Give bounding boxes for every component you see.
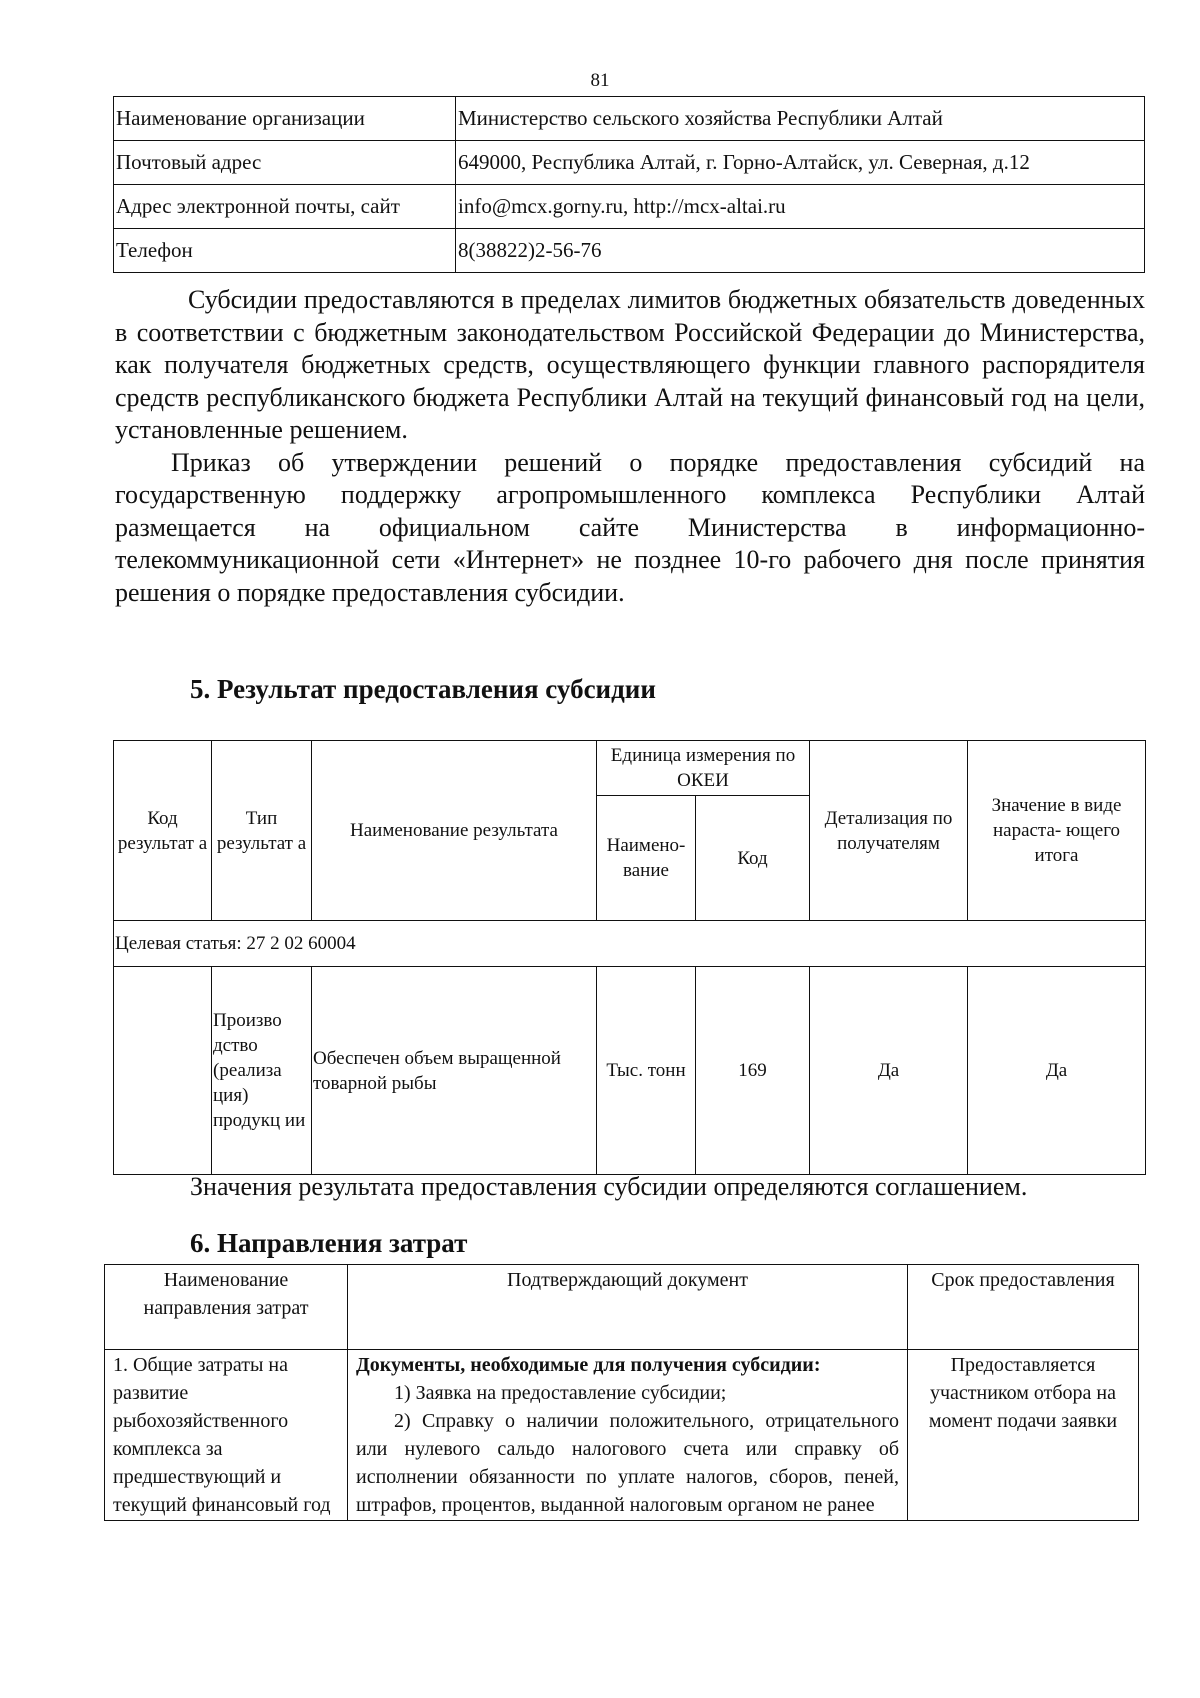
- table-row: [114, 185, 1145, 229]
- header-unit-name: Наимено- вание: [597, 796, 696, 921]
- info-label: Телефон: [114, 229, 456, 273]
- document-item: 1) Заявка на предоставление субсидии;: [394, 1382, 727, 1404]
- section-5-title: 5. Результат предоставления субсидии: [190, 674, 656, 704]
- header-row: [114, 741, 1146, 796]
- info-value: info@mcx.gorny.ru, http://mcx-altai.ru: [456, 185, 1145, 229]
- info-label: Адрес электронной почты, сайт: [114, 185, 456, 229]
- header-row: [105, 1265, 1139, 1350]
- header-document: Подтверждающий документ: [348, 1265, 908, 1350]
- row-value: Да: [968, 967, 1146, 1175]
- header-value: Значение в виде нараста- ющего итога: [968, 741, 1146, 921]
- section-6-title: 6. Направления затрат: [190, 1228, 468, 1258]
- result-note: Значения результата предоставления субсидии определяются соглашением.: [190, 1172, 1028, 1201]
- header-type: Тип результат а: [212, 741, 312, 921]
- row-unit-name: Тыс. тонн: [597, 967, 696, 1175]
- documents-title: Документы, необходимые для получения субсидии:: [356, 1354, 821, 1376]
- row-name: Обеспечен объем выращенной товарной рыбы: [312, 967, 597, 1175]
- table-row: [114, 921, 1146, 967]
- paragraph-order-publication: Приказ об утверждении решений о порядке предоставления субсидий на государственную поддержку агропромышленного комплекса Республики Алтай размещается на официальном сайте Министерства в информационно-телекоммуникационной сети «Интернет» не позднее 10-го рабочего дня после принятия решения о порядке предоставления субсидии.: [115, 447, 1145, 607]
- target-article: Целевая статья: 27 2 02 60004: [114, 921, 1146, 967]
- table-row: [114, 229, 1145, 273]
- info-value: Министерство сельского хозяйства Республики Алтай: [456, 97, 1145, 141]
- table-row: [114, 967, 1146, 1175]
- header-code: Код результат а: [114, 741, 212, 921]
- page-number: 81: [590, 70, 610, 91]
- header-direction: Наименование направления затрат: [105, 1265, 348, 1350]
- table-row: [105, 1350, 1139, 1521]
- cost-directions-table: [104, 1264, 1139, 1521]
- result-table: [113, 740, 1146, 1175]
- cost-direction: 1. Общие затраты на развитие рыбохозяйственного комплекса за предшествующий и текущий финансовый год: [105, 1350, 348, 1521]
- document-item: 2) Справку о наличии положительного, отрицательного или нулевого сальдо налогового счета или справку об исполнении обязанности по уплате налогов, сборов, пеней, штрафов, процентов, выданной налоговым органом не ранее: [356, 1410, 899, 1516]
- header-deadline: Срок предоставления: [908, 1265, 1139, 1350]
- info-label: Почтовый адрес: [114, 141, 456, 185]
- supporting-documents: [348, 1350, 908, 1521]
- row-unit-code: 169: [696, 967, 810, 1175]
- header-unit-code: Код: [696, 796, 810, 921]
- info-value: 8(38822)2-56-76: [456, 229, 1145, 273]
- header-name: Наименование результата: [312, 741, 597, 921]
- body-text: [115, 284, 1145, 609]
- info-value: 649000, Республика Алтай, г. Горно-Алтайск, ул. Северная, д.12: [456, 141, 1145, 185]
- header-detail: Детализация по получателям: [810, 741, 968, 921]
- table-row: [114, 97, 1145, 141]
- submission-deadline: Предоставляется участником отбора на момент подачи заявки: [908, 1350, 1139, 1521]
- row-detail: Да: [810, 967, 968, 1175]
- table-row: [114, 141, 1145, 185]
- paragraph-subsidy-limits: Субсидии предоставляются в пределах лимитов бюджетных обязательств доведенных в соответствии с бюджетным законодательством Российской Федерации до Министерства, как получателя бюджетных средств, осуществляющего функции главного распорядителя средств республиканского бюджета Республики Алтай на текущий финансовый год на цели, установленные решением.: [115, 285, 1145, 444]
- info-label: Наименование организации: [114, 97, 456, 141]
- header-unit-group: Единица измерения по ОКЕИ: [597, 741, 810, 796]
- row-type: Произво дство (реализа ция) продукц ии: [212, 967, 312, 1175]
- row-code: [114, 967, 212, 1175]
- organization-info-table: [113, 96, 1145, 273]
